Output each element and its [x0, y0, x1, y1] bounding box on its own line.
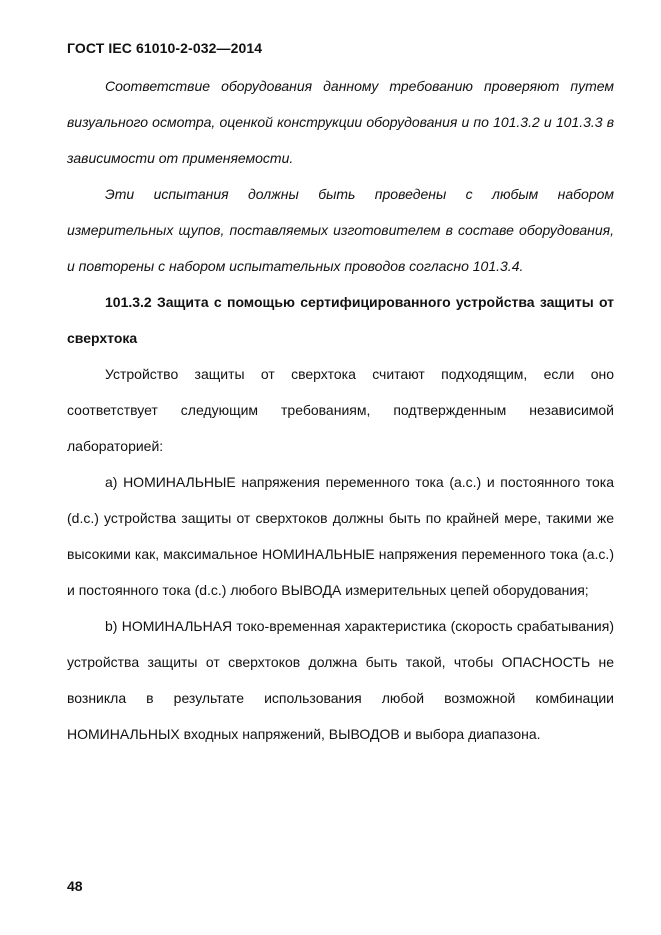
section-heading: 101.3.2 Защита с помощью сертифицированного устройства защиты от сверхтока: [67, 294, 614, 346]
requirement-b-paragraph: b) НОМИНАЛЬНАЯ токо-временная характеристика (скорость срабатывания) устройства защиты от сверхтоков должна быть такой, чтобы ОПАСНОСТЬ не возникла в результате использования любой возможной комбинации НОМИНАЛЬНЫХ входных напряжений, ВЫВОДОВ и выбора диапазона.: [67, 618, 614, 742]
overcurrent-device-paragraph: Устройство защиты от сверхтока считают подходящим, если оно соответствует следующим требованиям, подтвержденным независимой лабораторией:: [67, 366, 614, 454]
body-text: [67, 68, 614, 752]
requirement-a-paragraph: a) НОМИНАЛЬНЫЕ напряжения переменного тока (a.c.) и постоянного тока (d.c.) устройства защиты от сверхтоков должны быть по крайней мере, такими же высокими как, максимальное НОМИНАЛЬНЫЕ напряжения переменного тока (a.c.) и постоянного тока (d.c.) любого ВЫВОДА измерительных цепей оборудования;: [67, 474, 614, 598]
standard-designation: ГОСТ IEC 61010-2-032—2014: [67, 40, 263, 56]
test-probes-paragraph: Эти испытания должны быть проведены с любым набором измерительных щупов, поставляемых изготовителем в составе оборудования, и повторены с набором испытательных проводов согласно 101.3.4.: [67, 186, 614, 274]
page-number: 48: [67, 878, 83, 894]
compliance-paragraph: Соответствие оборудования данному требованию проверяют путем визуального осмотра, оценкой конструкции оборудования и по 101.3.2 и 101.3.3 в зависимости от применяемости.: [67, 78, 614, 166]
